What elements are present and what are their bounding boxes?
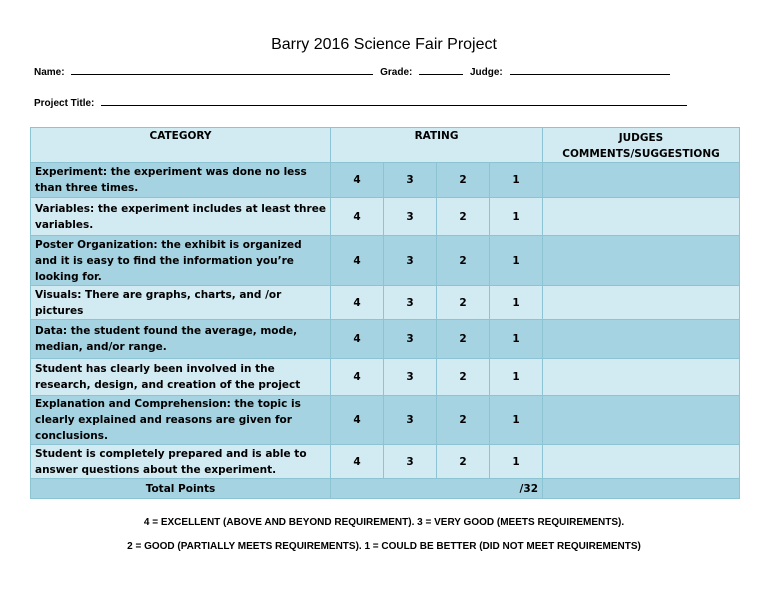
rating-option-1[interactable]: 1	[490, 163, 543, 198]
table-row	[31, 286, 740, 320]
rating-option-1[interactable]: 1	[490, 445, 543, 479]
rating-option-2[interactable]: 2	[437, 236, 490, 286]
category-cell: Student is completely prepared and is able to answer questions about the experiment.	[31, 445, 331, 479]
table-row	[31, 445, 740, 479]
judge-comment-cell[interactable]	[543, 286, 740, 320]
grade-field[interactable]	[419, 66, 463, 75]
rating-header: RATING	[331, 128, 543, 163]
judge-field[interactable]	[510, 66, 670, 75]
table-row	[31, 198, 740, 236]
category-header: CATEGORY	[31, 128, 331, 163]
rating-option-3[interactable]: 3	[384, 359, 437, 396]
rating-option-2[interactable]: 2	[437, 286, 490, 320]
rating-option-3[interactable]: 3	[384, 320, 437, 359]
project-title-label: Project Title:	[34, 98, 95, 109]
name-label: Name:	[34, 67, 65, 78]
legend-line-1: 4 = EXCELLENT (ABOVE AND BEYOND REQUIREMENT). 3 = VERY GOOD (MEETS REQUIREMENTS).	[143, 517, 625, 528]
rating-option-4[interactable]: 4	[331, 320, 384, 359]
rating-option-1[interactable]: 1	[490, 320, 543, 359]
project-title-field[interactable]	[101, 97, 687, 106]
rating-option-1[interactable]: 1	[490, 396, 543, 445]
table-row	[31, 320, 740, 359]
table-row	[31, 236, 740, 286]
rating-option-3[interactable]: 3	[384, 198, 437, 236]
judge-comment-cell[interactable]	[543, 396, 740, 445]
rubric-table	[30, 127, 740, 499]
rating-option-3[interactable]: 3	[384, 286, 437, 320]
rating-option-4[interactable]: 4	[331, 359, 384, 396]
rating-option-3[interactable]: 3	[384, 236, 437, 286]
rating-option-4[interactable]: 4	[331, 286, 384, 320]
judge-comment-cell[interactable]	[543, 445, 740, 479]
table-row	[31, 163, 740, 198]
table-header-row	[31, 128, 740, 163]
grade-label: Grade:	[380, 67, 413, 78]
total-label: Total Points	[31, 479, 331, 499]
rating-option-2[interactable]: 2	[437, 445, 490, 479]
judge-comment-cell[interactable]	[543, 163, 740, 198]
rating-option-4[interactable]: 4	[331, 198, 384, 236]
rating-option-4[interactable]: 4	[331, 163, 384, 198]
project-title-line	[34, 97, 691, 109]
rating-option-3[interactable]: 3	[384, 396, 437, 445]
legend-line-2: 2 = GOOD (PARTIALLY MEETS REQUIREMENTS). 1 = COULD BE BETTER (DID NOT MEET REQUIREMENTS)	[127, 541, 641, 552]
name-grade-judge-line	[34, 66, 674, 78]
rating-option-4[interactable]: 4	[331, 445, 384, 479]
category-cell: Student has clearly been involved in the research, design, and creation of the project	[31, 359, 331, 396]
category-cell: Visuals: There are graphs, charts, and /or pictures	[31, 286, 331, 320]
rating-option-1[interactable]: 1	[490, 359, 543, 396]
judge-comment-cell[interactable]	[543, 198, 740, 236]
judges-comments-header	[543, 128, 740, 163]
category-cell: Experiment: the experiment was done no less than three times.	[31, 163, 331, 198]
rating-option-2[interactable]: 2	[437, 198, 490, 236]
judge-comment-cell[interactable]	[543, 359, 740, 396]
total-row	[31, 479, 740, 499]
rating-option-2[interactable]: 2	[437, 359, 490, 396]
page-title: Barry 2016 Science Fair Project	[271, 36, 497, 53]
rating-option-3[interactable]: 3	[384, 163, 437, 198]
rating-option-1[interactable]: 1	[490, 236, 543, 286]
table-row	[31, 359, 740, 396]
rating-option-2[interactable]: 2	[437, 163, 490, 198]
rating-option-2[interactable]: 2	[437, 396, 490, 445]
judge-label: Judge:	[469, 67, 503, 78]
rating-option-4[interactable]: 4	[331, 236, 384, 286]
category-cell: Data: the student found the average, mode, median, and/or range.	[31, 320, 331, 359]
rating-option-2[interactable]: 2	[437, 320, 490, 359]
category-cell: Poster Organization: the exhibit is organized and it is easy to find the information you’re looking for.	[31, 236, 331, 286]
total-comments-cell[interactable]	[543, 479, 740, 499]
rating-option-3[interactable]: 3	[384, 445, 437, 479]
judge-comment-cell[interactable]	[543, 320, 740, 359]
judge-comment-cell[interactable]	[543, 236, 740, 286]
category-cell: Explanation and Comprehension: the topic is clearly explained and reasons are given for conclusions.	[31, 396, 331, 445]
rating-option-4[interactable]: 4	[331, 396, 384, 445]
judges-header-line1: JUDGES	[618, 132, 664, 144]
table-row	[31, 396, 740, 445]
judges-header-line2: COMMENTS/SUGGESTIONG	[562, 148, 720, 160]
category-cell: Variables: the experiment includes at least three variables.	[31, 198, 331, 236]
rating-option-1[interactable]: 1	[490, 198, 543, 236]
name-field[interactable]	[71, 66, 373, 75]
total-points: /32	[331, 479, 543, 499]
rating-option-1[interactable]: 1	[490, 286, 543, 320]
